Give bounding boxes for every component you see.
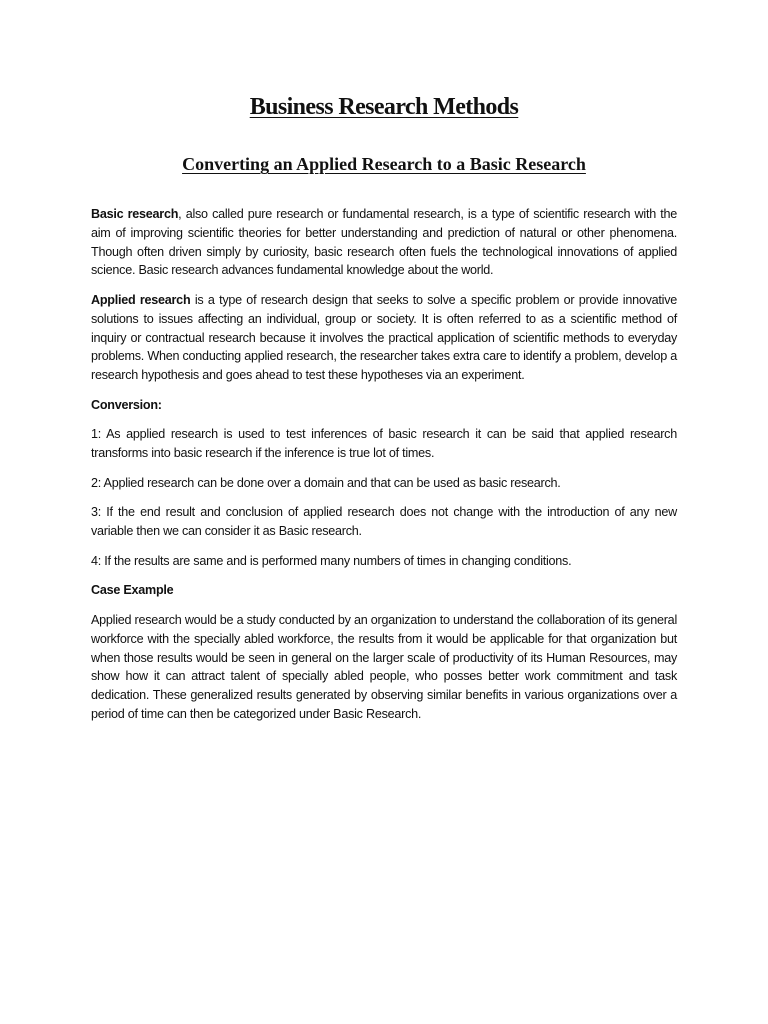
conversion-point-2: 2: Applied research can be done over a domain and that can be used as basic research. [91, 475, 561, 490]
conversion-point-3: 3: If the end result and conclusion of applied research does not change with the introduction of any new variable then we can consider it as Basic research. [91, 505, 677, 539]
conversion-point-4: 4: If the results are same and is performed many numbers of times in changing conditions. [91, 553, 572, 568]
document-subtitle: Converting an Applied Research to a Basic Research [182, 154, 586, 174]
document-title: Business Research Methods [249, 94, 519, 120]
applied-research-paragraph [91, 291, 677, 385]
document-body [91, 205, 677, 735]
conversion-heading: Conversion: [91, 397, 162, 412]
applied-research-text: is a type of research design that seeks to solve a specific problem or provide innovative solutions to issues affecting an individual, group or society. It is often referred to as a scientific method of inquiry or contractual research because it involves the practical application of scientific methods to everyday problems. When conducting applied research, the researcher takes extra care to identify a problem, develop a research hypothesis and goes ahead to test these hypotheses via an experiment. [91, 292, 677, 383]
applied-research-term: Applied research [91, 292, 191, 307]
basic-research-text: , also called pure research or fundamental research, is a type of scientific research with the aim of improving scientific theories for better understanding and prediction of natural or other phenomena. Though often driven simply by curiosity, basic research often fuels the technological innovations of applied science. Basic research advances fundamental knowledge about the world. [91, 207, 677, 278]
conversion-point-1: 1: As applied research is used to test inferences of basic research it can be said that applied research transforms into basic research if the inference is true lot of times. [91, 427, 677, 461]
case-example-paragraph: Applied research would be a study conducted by an organization to understand the collaboration of its general workforce with the specially abled workforce, the results from it would be applicable for that organization but when those results would be seen in general on the larger scale of productivity of its Human Resources, may show how it can attract talent of specially abled people, who posses better work commitment and task dedication. These generalized results generated by observing similar benefits in various organizations over a period of time can then be categorized under Basic Research. [91, 612, 677, 721]
case-example-heading: Case Example [91, 583, 174, 598]
basic-research-paragraph [91, 205, 677, 280]
basic-research-term: Basic research [91, 207, 179, 221]
